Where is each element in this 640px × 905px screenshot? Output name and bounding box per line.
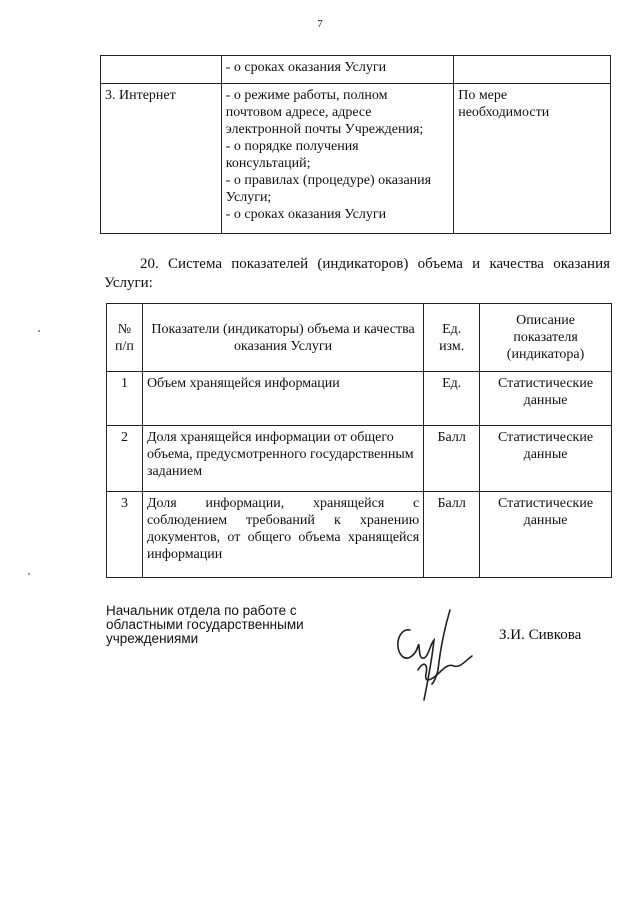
table-cell xyxy=(454,56,611,84)
row-indicator: Доля хранящейся информации от общего объема, предусмотренного государственным заданием xyxy=(142,426,423,492)
cell-line: электронной почты Учреждения; xyxy=(225,122,424,137)
info-table xyxy=(100,55,611,234)
indicators-table xyxy=(106,303,612,578)
row-num: 3 xyxy=(107,492,143,578)
table-header-row xyxy=(107,304,612,372)
table-cell xyxy=(101,56,222,84)
cell-line: консультаций; xyxy=(225,156,311,171)
row-num: 1 xyxy=(107,372,143,426)
position-line: областными государственными xyxy=(106,617,304,632)
scan-speck xyxy=(38,330,40,332)
row-desc: Статистические данные xyxy=(480,492,612,578)
cell-line: необходимости xyxy=(458,105,550,120)
table-row xyxy=(107,426,612,492)
table-cell xyxy=(454,84,611,234)
table-cell xyxy=(221,56,453,84)
cell-line: По мере xyxy=(458,88,508,103)
scan-speck xyxy=(28,573,30,575)
row-desc: Статистические данные xyxy=(480,372,612,426)
cell-line: - о порядке получения xyxy=(225,139,359,154)
cell-line: - о режиме работы, полном xyxy=(225,88,388,103)
position-line: учреждениями xyxy=(106,631,199,646)
row-num: 2 xyxy=(107,426,143,492)
row-unit: Ед. xyxy=(424,372,480,426)
table-cell xyxy=(221,84,453,234)
header-cell-unit: Ед. изм. xyxy=(424,304,480,372)
row-indicator: Доля информации, хранящейся с соблюдением требований к хранению документов, от общего объема хранящейся информации xyxy=(142,492,423,578)
table-row xyxy=(107,372,612,426)
table-row xyxy=(107,492,612,578)
page-number: 7 xyxy=(317,18,323,30)
signatory-name: З.И. Сивкова xyxy=(499,627,582,643)
row-desc: Статистические данные xyxy=(480,426,612,492)
row-unit: Балл xyxy=(424,492,480,578)
position-line: Начальник отдела по работе с xyxy=(106,603,297,618)
cell-line: Услуги; xyxy=(225,190,272,205)
section-paragraph: 20. Система показателей (индикаторов) объема и качества оказания Услуги: xyxy=(104,256,610,291)
cell-line: - о сроках оказания Услуги xyxy=(225,207,387,222)
table-cell: 3. Интернет xyxy=(101,84,222,234)
row-indicator: Объем хранящейся информации xyxy=(142,372,423,426)
table-row xyxy=(101,56,611,84)
cell-line: - о сроках оказания Услуги xyxy=(225,60,387,75)
header-cell-desc: Описание показателя (индикатора) xyxy=(480,304,612,372)
header-cell-indicator: Показатели (индикаторы) объема и качества оказания Услуги xyxy=(142,304,423,372)
signatory-position xyxy=(106,604,304,646)
cell-line: почтовом адресе, адресе xyxy=(225,105,372,120)
header-cell-num: № п/п xyxy=(107,304,143,372)
handwritten-signature xyxy=(388,600,488,710)
cell-line: - о правилах (процедуре) оказания xyxy=(225,173,432,188)
table-row xyxy=(101,84,611,234)
row-unit: Балл xyxy=(424,426,480,492)
